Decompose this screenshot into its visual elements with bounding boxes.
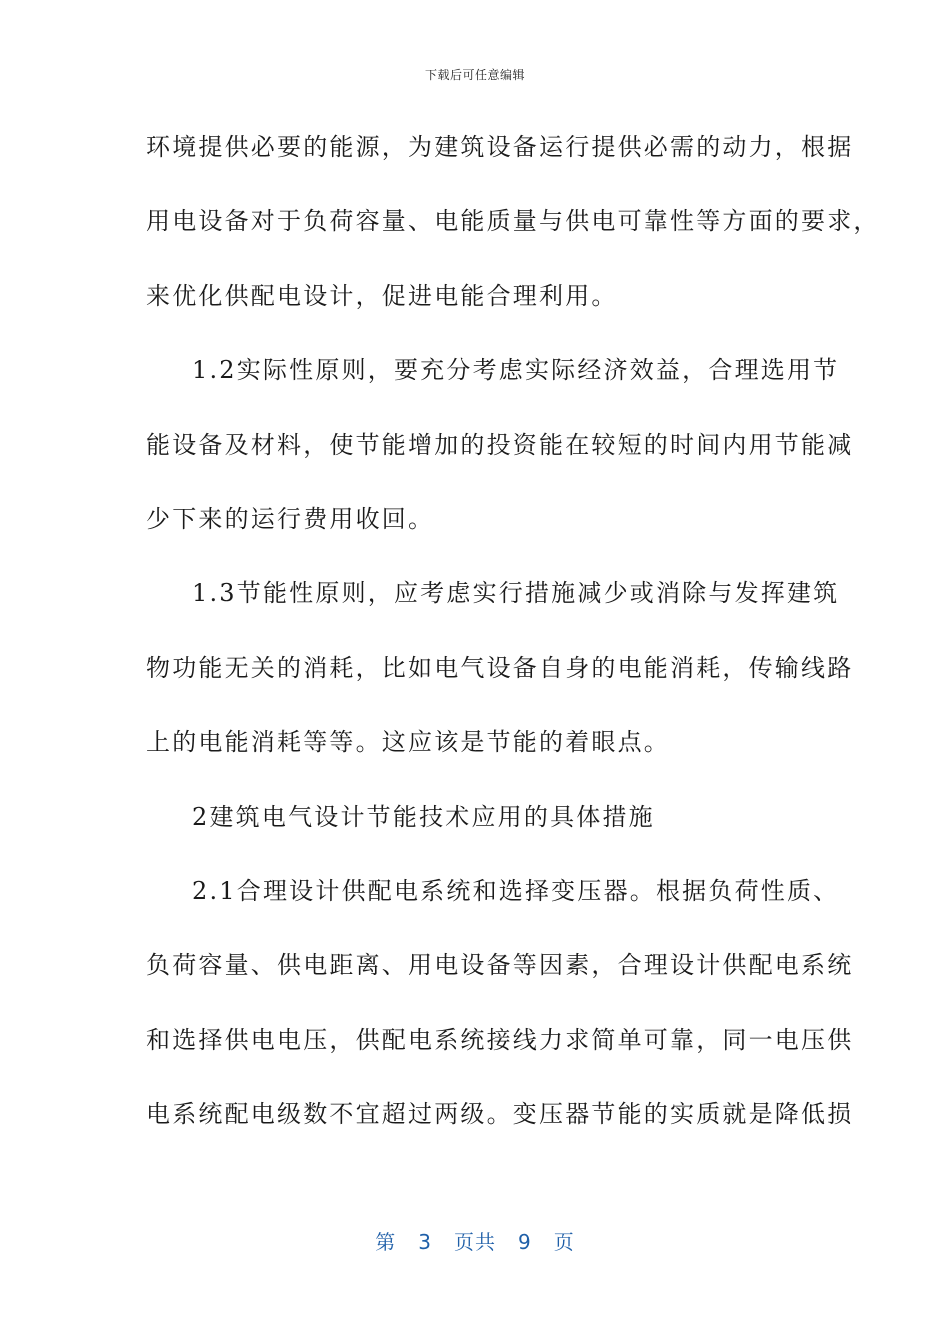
text-line: 和选择供电电压，供配电系统接线力求简单可靠，同一电压供 [146, 1025, 854, 1054]
text-line: 1.3节能性原则，应考虑实行措施减少或消除与发挥建筑 [192, 579, 840, 608]
section-heading: 2建筑电气设计节能技术应用的具体措施 [192, 802, 655, 831]
document-body [146, 123, 880, 1164]
text-line: 少下来的运行费用收回。 [146, 504, 435, 533]
text-line: 环境提供必要的能源，为建筑设备运行提供必需的动力，根据 [146, 133, 854, 161]
current-page-number: 3 [418, 1230, 432, 1254]
text-line: 上的电能消耗等等。这应该是节能的着眼点。 [146, 728, 670, 757]
text-line: 来优化供配电设计，促进电能合理利用。 [146, 281, 618, 310]
text-line: 物功能无关的消耗，比如电气设备自身的电能消耗，传输线路 [146, 653, 854, 682]
text-line: 1.2实际性原则，要充分考虑实际经济效益，合理选用节 [192, 356, 840, 385]
footer-prefix: 第 [375, 1230, 397, 1254]
total-pages-number: 9 [518, 1230, 532, 1254]
page-number-footer [0, 1226, 950, 1255]
text-line: 负荷容量、供电距离、用电设备等因素，合理设计供配电系统 [146, 951, 854, 980]
header-note: 下载后可任意编辑 [424, 68, 525, 82]
text-line: 电系统配电级数不宜超过两级。变压器节能的实质就是降低损 [146, 1100, 854, 1129]
text-line: 能设备及材料，使节能增加的投资能在较短的时间内用节能减 [146, 430, 854, 459]
footer-middle: 页共 [454, 1230, 496, 1254]
text-line: 用电设备对于负荷容量、电能质量与供电可靠性等方面的要求， [146, 207, 880, 236]
text-line: 2.1合理设计供配电系统和选择变压器。根据负荷性质、 [192, 876, 840, 905]
footer-suffix: 页 [553, 1230, 575, 1254]
